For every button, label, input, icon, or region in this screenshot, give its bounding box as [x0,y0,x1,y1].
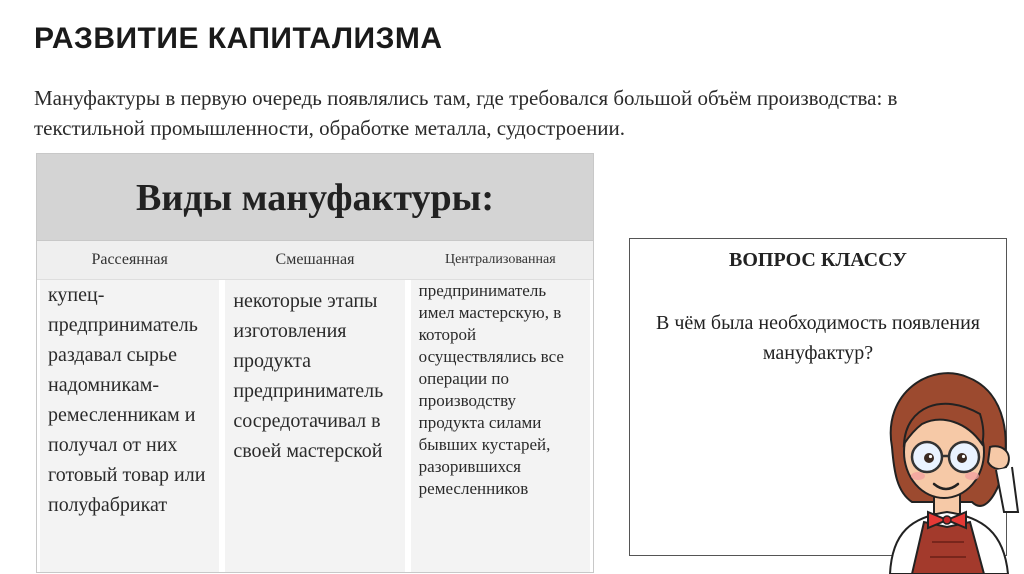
table-heading-bar [37,154,593,241]
question-title: ВОПРОС КЛАССУ [729,249,907,271]
intro-text: Мануфактуры в первую очередь появлялись там, где требовался большой объём производства: в текстильной промышленности, обработке металла, судостроении. [34,86,898,140]
cell-centralized: предприниматель имел мастерскую, в которой осуществлялись все операции по производству продукта силами бывших кустарей, разорившихся ремесленников [411,280,590,572]
question-text: В чём была необходимость появления мануфактур? [656,312,980,364]
slide-title: РАЗВИТИЕ КАПИТАЛИЗМА [34,22,443,55]
teacher-illustration-icon [872,352,1024,574]
column-header-mixed: Смешанная [275,251,355,268]
manufacture-types-table [36,153,594,573]
table-heading: Виды мануфактуры: [135,177,494,219]
table-body [37,280,593,572]
cell-mixed: некоторые этапы изготовления продукта предприниматель сосредотачивал в своей мастерской [225,280,404,572]
column-header-scattered: Рассеянная [91,251,168,268]
cell-scattered: купец-предприниматель раздавал сырье надомникам-ремесленникам и получал от них готовый товар или полуфабрикат [40,280,219,572]
column-header-centralized: Централизованная [444,252,556,267]
column-headers [37,241,593,280]
